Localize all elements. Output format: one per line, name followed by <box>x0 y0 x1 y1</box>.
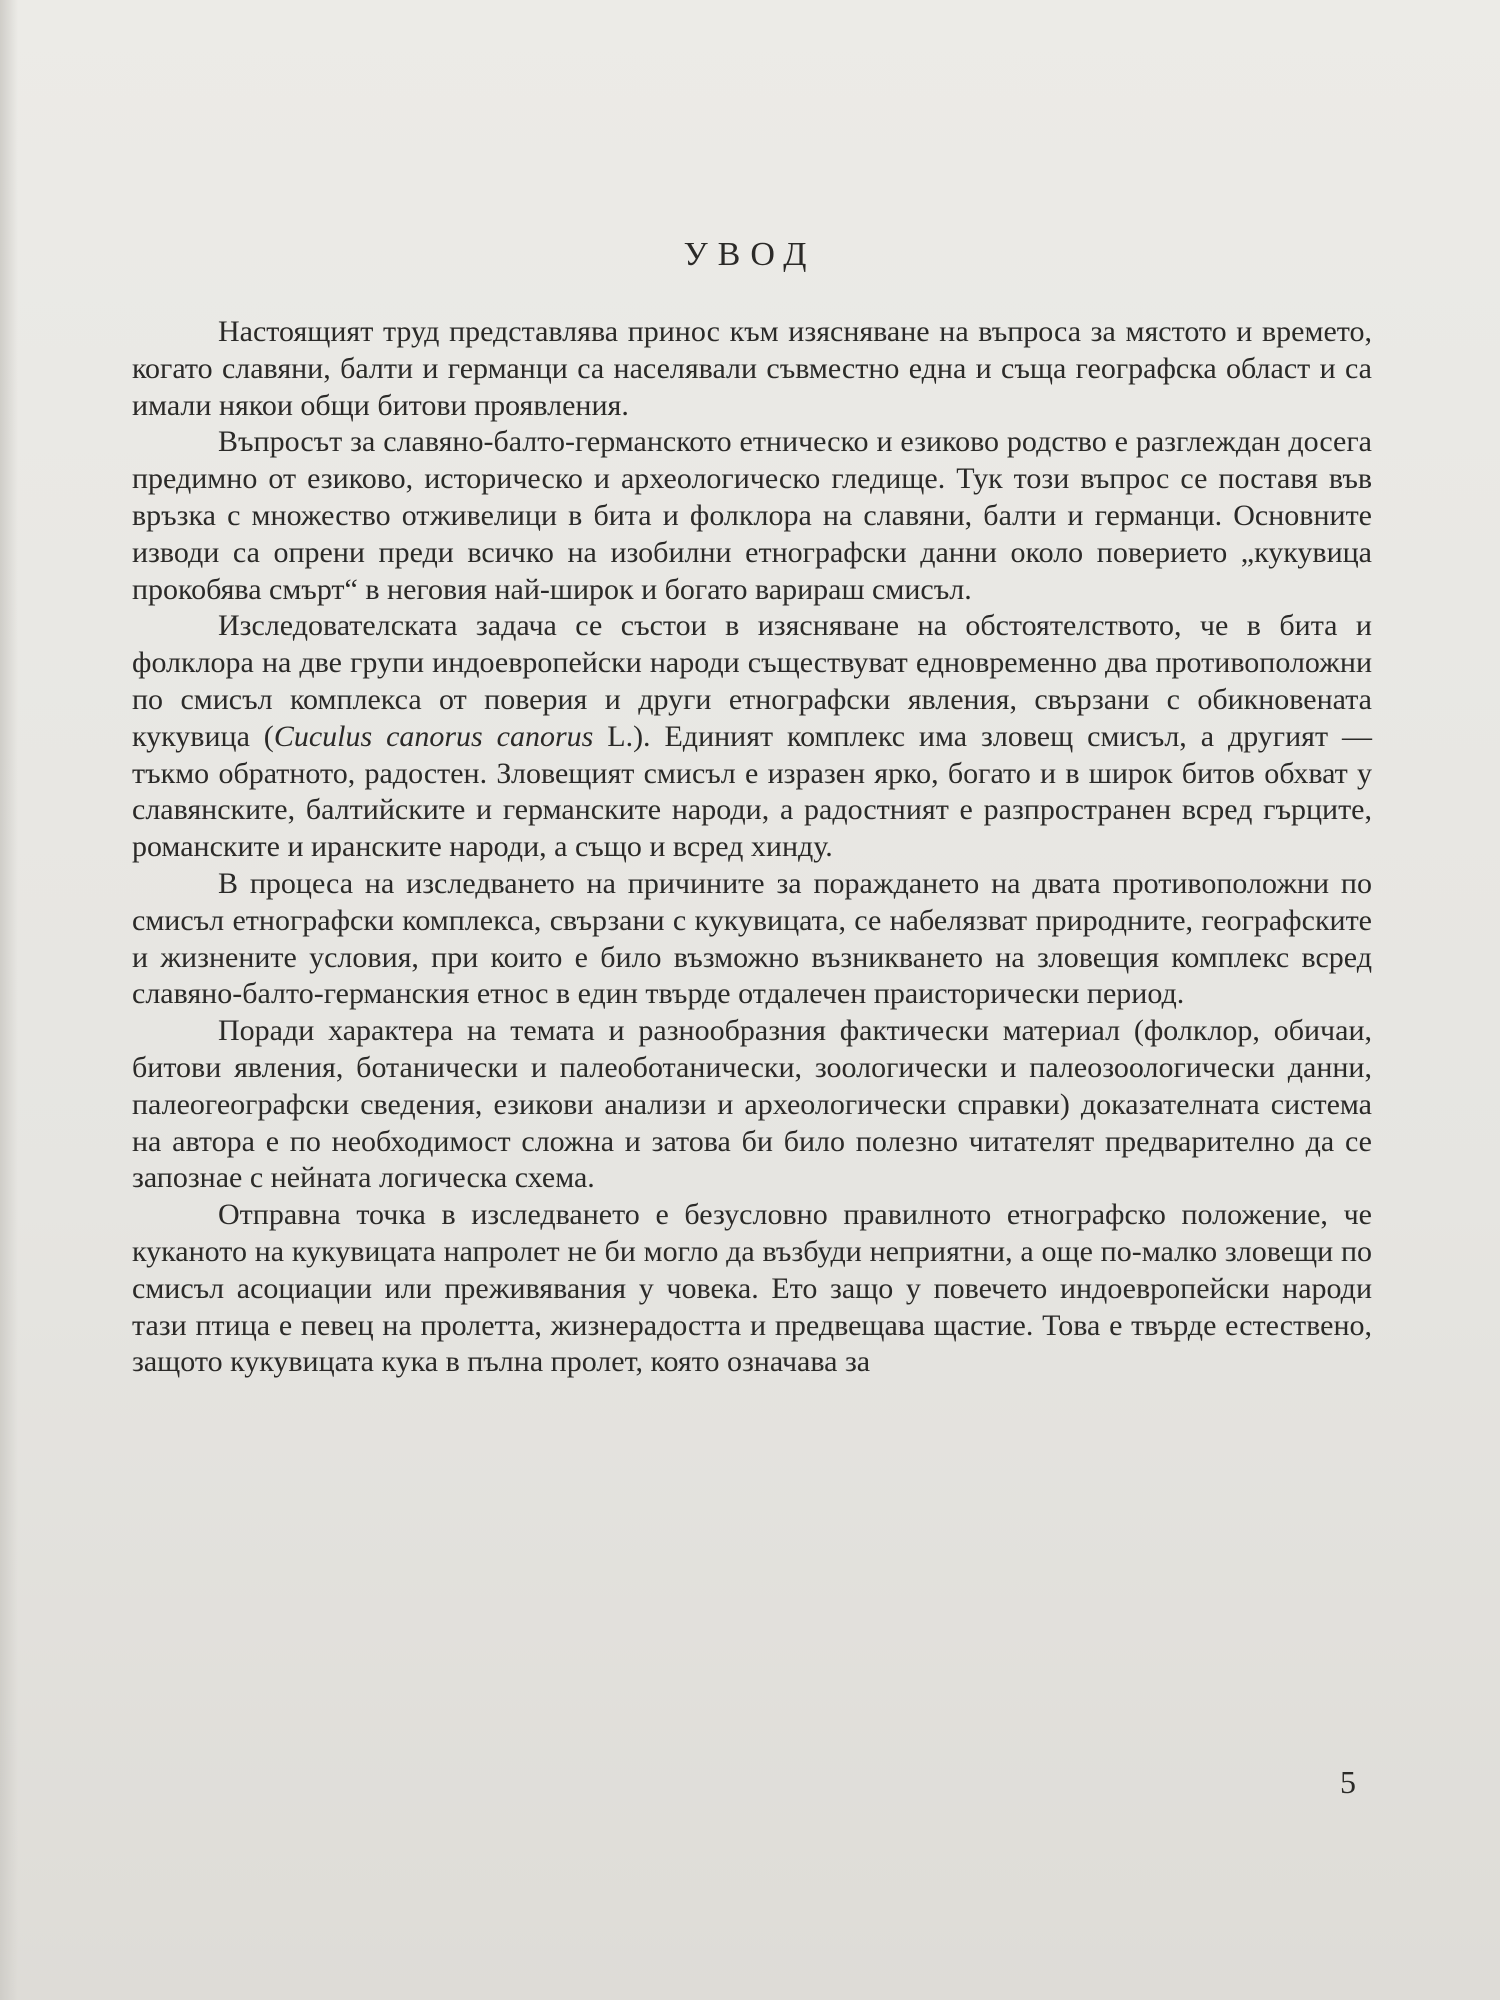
paragraph-5: Поради характера на темата и разнообразния фактически материал (фолклор, обичаи, битови явления, ботанически и палеоботанически, зоологически и палеозоологически данни, палеогеографски сведения, езикови анализи и археологически справки) доказателната система на автора е по необходимост сложна и затова би било полезно читателят предварително да се запознае с нейната логическа схема. <box>132 1014 1372 1195</box>
paragraph-2: Въпросът за славяно-балто-германското етническо и езиково родство е разглеждан досега предимно от езиково, историческо и археологическо гледище. Тук този въпрос се поставя във връзка с множество отживелици в бита и фолклора на славяни, балти и германци. Основните изводи са опрени преди всичко на изобилни етнографски данни около поверието „кукувица прокобява смърт“ в неговия най-широк и богато варираш смисъл. <box>132 425 1372 606</box>
chapter-title: УВОД <box>683 236 817 273</box>
page-gutter-shadow <box>0 0 18 2000</box>
latin-species-name: Cuculus canorus canorus <box>273 719 594 753</box>
paragraph-1: Настоящият труд представлява принос към изясняване на въпроса за мястото и времето, когато славяни, балти и германци са населявали съвместно една и съща географска област и са имали някои общи битови проявления. <box>132 315 1372 422</box>
page-number: 5 <box>1340 1764 1356 1800</box>
paragraph-3 <box>132 608 1372 866</box>
paragraph-3-rest: L.). Единият комплекс има зловещ смисъл, а другият — тъкмо обратното, радостен. Зловещият смисъл е изразен ярко, богато и в широк битов обхват у славянските, балтийските и германските народи, а радостният е разпространен всред гърците, романските и иранските народи, а също и всред хинду. <box>132 719 1372 864</box>
body-text <box>132 314 1372 1381</box>
paragraph-3-start: Изследователската задача се състои в изясняване на обстоятелството, че в бита и фолклора на две групи индоевропейски народи съществуват едновременно два противоположни по смисъл комплекса от поверия и други етнографски явления, свързани с обикновената кукувица ( <box>132 609 1372 753</box>
paragraph-6: Отправна точка в изследването е безусловно правилното етнографско положение, че куканото на кукувицата напролет не би могло да възбуди неприятни, а още по-малко зловещи по смисъл асоциации или преживявания у човека. Ето защо у повечето индоевропейски народи тази птица е певец на пролетта, жизнерадостта и предвещава щастие. Това е твърде естествено, защото кукувицата кука в пълна пролет, която означава за <box>132 1198 1372 1379</box>
paragraph-4: В процеса на изследването на причините за пораждането на двата противоположни по смисъл етнографски комплекса, свързани с кукувицата, се набелязват природните, географските и жизнените условия, при които е било възможно възникването на зловещия комплекс всред славяно-балто-германския етнос в един твърде отдалечен праисторически период. <box>132 866 1372 1011</box>
